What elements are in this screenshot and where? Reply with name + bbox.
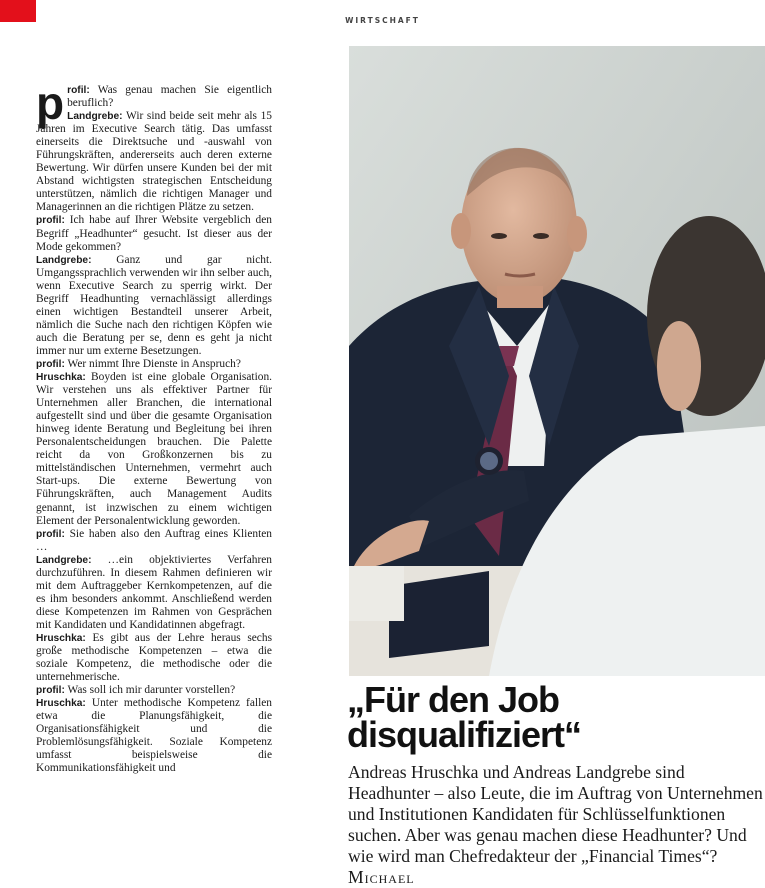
answer-text: Was soll ich mir darunter vorstellen? — [64, 684, 236, 697]
answer-text: Wir sind beide seit mehr als 15 Jahren im Executive Search tätig. Das umfasst einerseits die Direktsuche und -auswahl von Führungskräften, andererseits auch deren externe Bewertung. Wir dürfen unsere Kunden bei der mit Abstand wichtigsten strategischen Entscheidung unterstützen, nämlich die richtigen Manager und Managerinnen an die richtigen Plätze zu setzen. — [36, 110, 272, 214]
answer-text: Ganz und gar nicht. Umgangssprachlich verwenden wir ihn selber auch, wenn Executive Search zu sperrig wirkt. Der Begriff Headhunting vernachlässigt allerdings einen wichtigen Bestandteil unserer Arbeit, nämlich die Suche nach den richtigen Köpfen wie auch die Beratung per se, denn es geht ja nicht immer nur um externe Besetzungen. — [36, 253, 272, 357]
speaker-label: Landgrebe: — [36, 554, 92, 566]
speaker-label: profil: — [36, 358, 65, 370]
speaker-label: Hruschka: — [36, 698, 86, 710]
interview-paragraph — [36, 554, 272, 632]
answer-text: Sie haben also den Auftrag eines Klienten … — [36, 527, 272, 553]
drop-cap: p — [36, 77, 65, 129]
interview-paragraph — [36, 371, 272, 528]
interview-paragraph — [36, 110, 272, 214]
interview-paragraph — [36, 84, 272, 110]
answer-text: Wer nimmt Ihre Dienste in Anspruch? — [64, 357, 241, 370]
speaker-label: profil: — [36, 685, 65, 697]
speaker-label: profil: — [36, 215, 65, 227]
answer-text: Was genau machen Sie eigentlich beruflich? — [67, 84, 272, 110]
speaker-label: Landgrebe: — [36, 254, 92, 266]
speaker-label: profil: — [36, 528, 65, 540]
answer-text: Unter methodische Kompetenz fallen etwa die Planungsfähigkeit, die Organisationsfähigkeit und die Problemlösungsfähigkeit. Soziale Kompetenz umfasst beispielsweise die Kommunikationsfähigkeit und — [36, 697, 272, 775]
lead-text: Andreas Hruschka und Andreas Landgrebe sind Headhunter – also Leute, die im Auftrag von Unternehmen und Institutionen Kandidaten für Schlüsselfunktionen suchen. Aber was genau machen diese Headhunter? Und wie wird man Chefredakteur der „Financial Times“? — [348, 762, 763, 866]
interview-paragraph — [36, 684, 272, 697]
answer-text: Boyden ist eine globale Organisation. Wir verstehen uns als effektiver Partner für Unternehmen aller Branchen, die international aufgestellt sind und über die gesamte Organisation hinweg idente Beratung und Begleitung bei ihren Personalentscheidungen brauchen. Die Palette reicht da von Großkonzernen bis zu mittelständischen Unternehmen, vermehrt auch Start-ups. Die externe Bewertung von Führungskräften, auch Management Audits genannt, ist inzwischen zu einem wichtigen Element der Personalentwicklung geworden. — [36, 371, 272, 527]
speaker-label: Hruschka: — [36, 632, 86, 644]
interview-column — [36, 77, 272, 775]
interview-paragraph — [36, 632, 272, 684]
interview-paragraph — [36, 254, 272, 358]
speaker-label: rofil: — [67, 85, 90, 96]
answer-text: Es gibt aus der Lehre heraus sechs große methodische Kompetenzen – etwa die soziale Kompetenz, die methodische oder die unternehmerische. — [36, 631, 272, 684]
interview-paragraph — [36, 214, 272, 253]
headline: „Für den Job disqualifiziert“ — [347, 679, 582, 755]
lead-paragraph — [348, 762, 765, 888]
interview-photo — [349, 46, 765, 676]
speaker-label: Landgrebe: — [67, 111, 123, 123]
section-label: WIRTSCHAFT — [345, 16, 420, 25]
speaker-label: Hruschka: — [36, 372, 86, 384]
interview-paragraph — [36, 358, 272, 371]
interview-paragraph — [36, 697, 272, 775]
author-name: Michael — [348, 867, 415, 887]
answer-text: Ich habe auf Ihrer Website vergeblich den Begriff „Headhunter“ gesucht. Ist dieser aus der Mode gekommen? — [36, 214, 272, 253]
answer-text: …ein objektiviertes Verfahren durchzuführen. In diesem Rahmen definieren wir mit dem Auftraggeber Kernkompetenzen, auf die es ihm besonders ankommt. Anschließend werden diese Kompetenzen im Rahmen von Gesprächen mit Kandidaten und Kandidatinnen abgefragt. — [36, 553, 272, 631]
interview-paragraph — [36, 528, 272, 554]
